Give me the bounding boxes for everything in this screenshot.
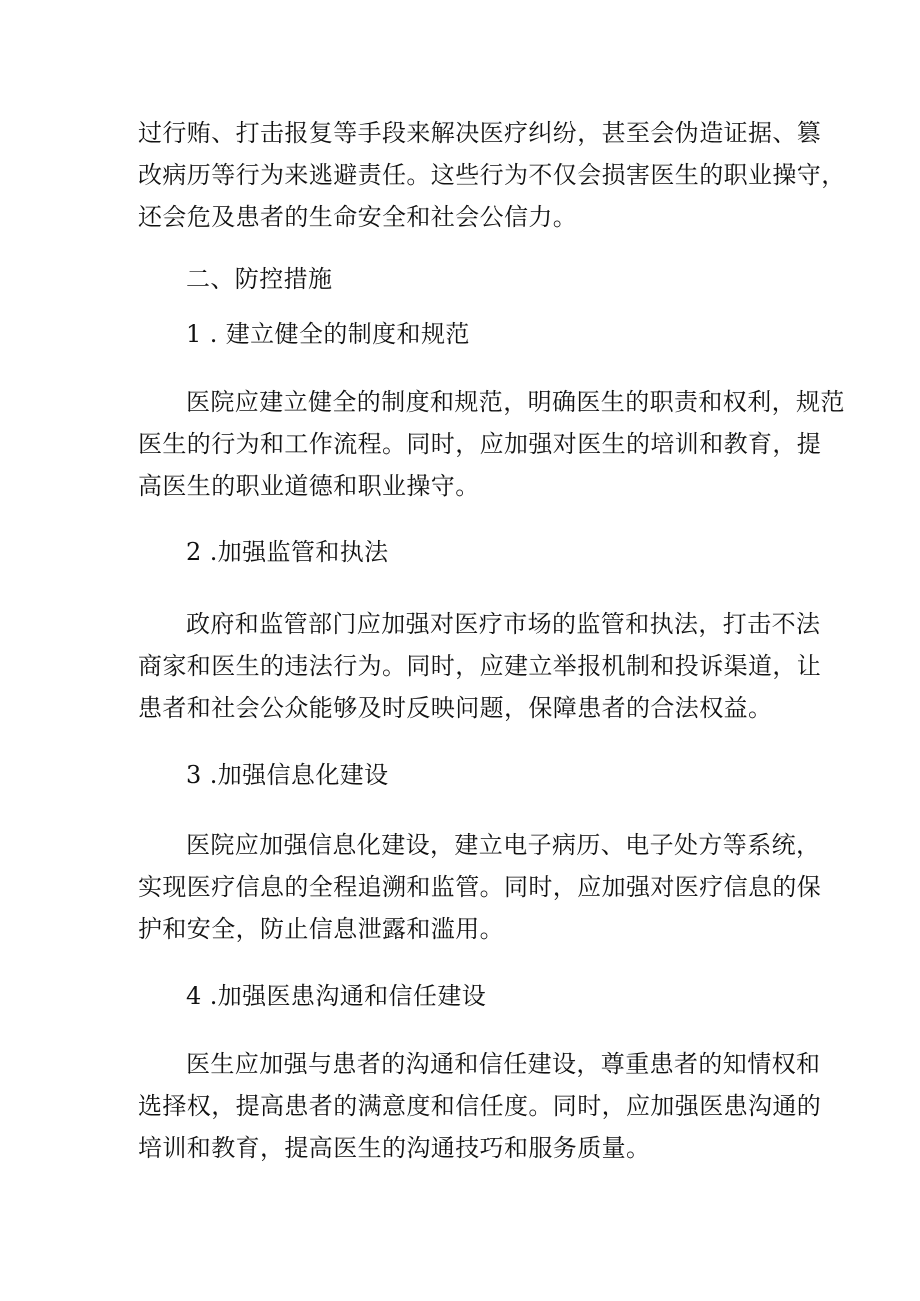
- paragraph-line: 改病历等行为来逃避责任。这些行为不仅会损害医生的职业操守，: [138, 161, 846, 189]
- item-heading-1: 1 . 建立健全的制度和规范: [186, 320, 470, 348]
- item-paragraph-3: [138, 824, 822, 950]
- paragraph-line: 政府和监管部门应加强对医疗市场的监管和执法，打击不法: [186, 610, 821, 638]
- item-paragraph-4: [138, 1043, 822, 1169]
- paragraph-line: 还会危及患者的生命安全和社会公信力。: [138, 203, 578, 231]
- section-heading: 二、防控措施: [186, 265, 333, 293]
- item-heading-2: 2 .加强监管和执法: [186, 538, 389, 566]
- paragraph-line: 患者和社会公众能够及时反映问题，保障患者的合法权益。: [138, 694, 773, 722]
- paragraph-line: 商家和医生的违法行为。同时，应建立举报机制和投诉渠道，让: [138, 652, 822, 680]
- paragraph-line: 过行贿、打击报复等手段来解决医疗纠纷，甚至会伪造证据、篡: [138, 119, 822, 147]
- paragraph-line: 护和安全，防止信息泄露和滥用。: [138, 915, 504, 943]
- paragraph-line: 医生的行为和工作流程。同时，应加强对医生的培训和教育，提: [138, 430, 822, 458]
- paragraph-line: 医院应加强信息化建设，建立电子病历、电子处方等系统，: [186, 831, 821, 859]
- item-paragraph-1: [138, 381, 845, 507]
- item-paragraph-2: [138, 603, 822, 729]
- intro-paragraph: [138, 112, 846, 238]
- paragraph-line: 培训和教育，提高医生的沟通技巧和服务质量。: [138, 1134, 651, 1162]
- paragraph-line: 选择权，提高患者的满意度和信任度。同时，应加强医患沟通的: [138, 1092, 822, 1120]
- item-heading-4: 4 .加强医患沟通和信任建设: [186, 982, 487, 1010]
- paragraph-line: 高医生的职业道德和职业操守。: [138, 472, 480, 500]
- paragraph-line: 医院应建立健全的制度和规范，明确医生的职责和权利，规范: [186, 388, 845, 416]
- paragraph-line: 实现医疗信息的全程追溯和监管。同时，应加强对医疗信息的保: [138, 873, 822, 901]
- paragraph-line: 医生应加强与患者的沟通和信任建设，尊重患者的知情权和: [186, 1050, 821, 1078]
- item-heading-3: 3 .加强信息化建设: [186, 761, 389, 789]
